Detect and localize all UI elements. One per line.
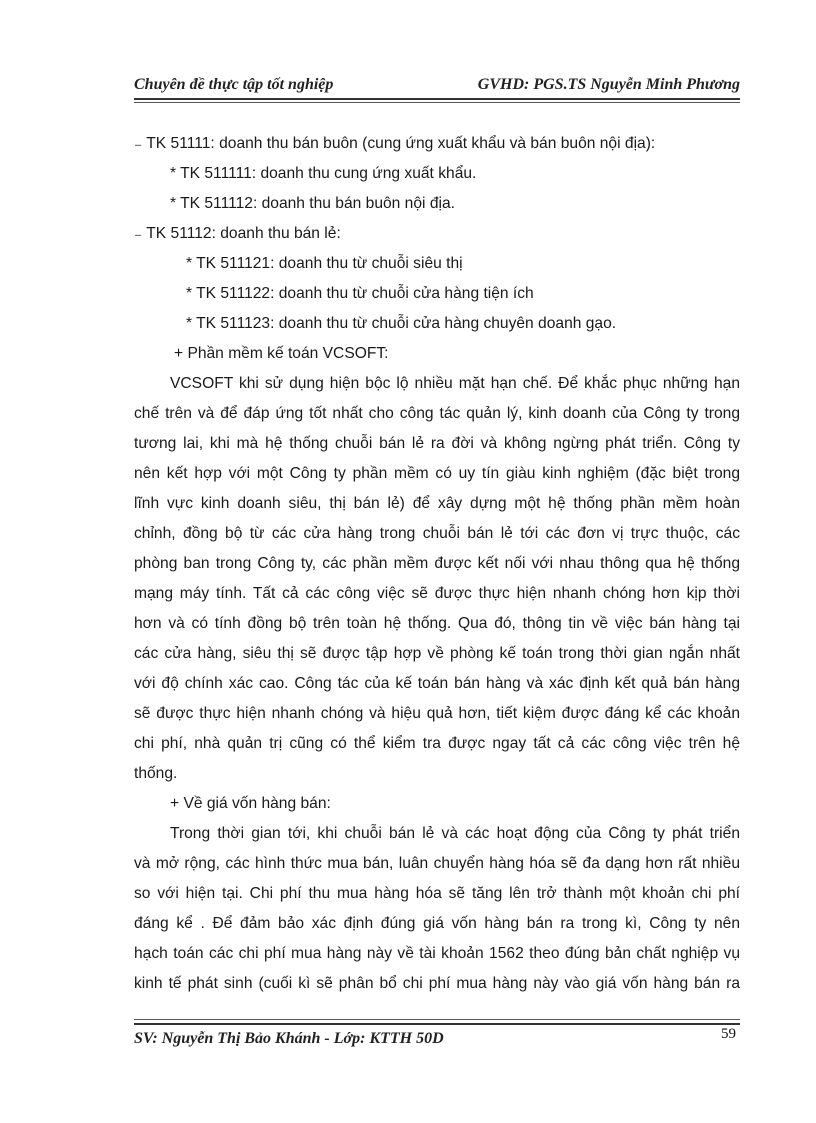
body-line: mạng máy tính. Tất cả các công việc sẽ được thực hiện nhanh chóng hơn kịp thời xyxy=(134,585,740,602)
body-line: * TK 511111: doanh thu cung ứng xuất khẩu. xyxy=(170,165,477,182)
body-line: và mở rộng, các hình thức mua bán, luân chuyển hàng hóa sẽ đa dạng hơn rất nhiều xyxy=(134,855,740,872)
page-footer xyxy=(134,1023,740,1055)
body-line: + Về giá vốn hàng bán: xyxy=(170,795,331,812)
body-line: * TK 511122: doanh thu từ chuỗi cửa hàng tiện ích xyxy=(186,285,534,302)
body-line: phòng ban trong Công ty, các phần mềm được kết nối với nhau thông qua hệ thống xyxy=(134,555,740,572)
body-line: nên kết hợp với một Công ty phần mềm có uy tín giàu kinh nghiệm (đặc biệt trong xyxy=(134,465,740,482)
page-number: 59 xyxy=(721,1026,736,1042)
body-line: ₋ TK 51112: doanh thu bán lẻ: xyxy=(134,225,341,242)
body-line: * TK 511112: doanh thu bán buôn nội địa. xyxy=(170,195,455,212)
body-line: chỉnh, đồng bộ từ các cửa hàng trong chuỗi bán lẻ tới các đơn vị trực thuộc, các xyxy=(134,525,740,542)
body-line: Trong thời gian tới, khi chuỗi bán lẻ và các hoạt động của Công ty phát triển xyxy=(170,825,740,842)
body-line: hơn và có tính đồng bộ trên toàn hệ thống. Qua đó, thông tin về việc bán hàng tại xyxy=(134,615,740,632)
footer-student-info: SV: Nguyễn Thị Bảo Khánh - Lớp: KTTH 50D xyxy=(134,1030,444,1047)
header-course-title: Chuyên đề thực tập tốt nghiệp xyxy=(134,76,334,93)
body-line: lĩnh vực kinh doanh siêu, thị bán lẻ) để xây dựng một hệ thống phần mềm hoàn xyxy=(134,495,740,512)
body-line: hạch toán các chi phí mua hàng này về tài khoản 1562 theo đúng bản chất nghiệp vụ xyxy=(134,945,740,962)
body-line: * TK 511123: doanh thu từ chuỗi cửa hàng chuyên doanh gạo. xyxy=(186,315,617,332)
body-line: + Phần mềm kế toán VCSOFT: xyxy=(174,345,389,362)
body-line: * TK 511121: doanh thu từ chuỗi siêu thị xyxy=(186,255,463,272)
body-line: với độ chính xác cao. Công tác của kế toán bán hàng và xác định kết quả bán hàng xyxy=(134,675,740,692)
page-header xyxy=(134,74,740,100)
header-advisor: GVHD: PGS.TS Nguyễn Minh Phương xyxy=(477,76,740,93)
body-line: đáng kể . Để đảm bảo xác định đúng giá vốn hàng bán ra trong kì, Công ty nên xyxy=(134,915,740,932)
body-line: thống. xyxy=(134,765,178,782)
body-line: chế trên và để đáp ứng tốt nhất cho công tác quản lý, kinh doanh của Công ty trong xyxy=(134,405,740,422)
body-line: chi phí, nhà quản trị cũng có thể kiểm tra được ngay tất cả các công việc trên hệ xyxy=(134,735,740,752)
page-body xyxy=(134,129,740,999)
body-line: các cửa hàng, siêu thị sẽ được tập hợp về phòng kế toán trong thời gian ngắn nhất xyxy=(134,645,740,662)
body-line: VCSOFT khi sử dụng hiện bộc lộ nhiều mặt hạn chế. Để khắc phục những hạn xyxy=(170,375,740,392)
body-line: so với hiện tại. Chi phí thu mua hàng hóa sẽ tăng lên trở thành một khoản chi phí xyxy=(134,885,740,902)
body-line: ₋ TK 51111: doanh thu bán buôn (cung ứng xuất khẩu và bán buôn nội địa): xyxy=(134,135,656,152)
body-line: sẽ được thực hiện nhanh chóng và hiệu quả hơn, tiết kiệm được đáng kể các khoản xyxy=(134,705,740,722)
body-line: kinh tế phát sinh (cuối kì sẽ phân bổ chi phí mua hàng này vào giá vốn hàng bán ra xyxy=(134,975,740,992)
body-line: tương lai, khi mà hệ thống chuỗi bán lẻ ra đời và không ngừng phát triển. Công ty xyxy=(134,435,740,452)
